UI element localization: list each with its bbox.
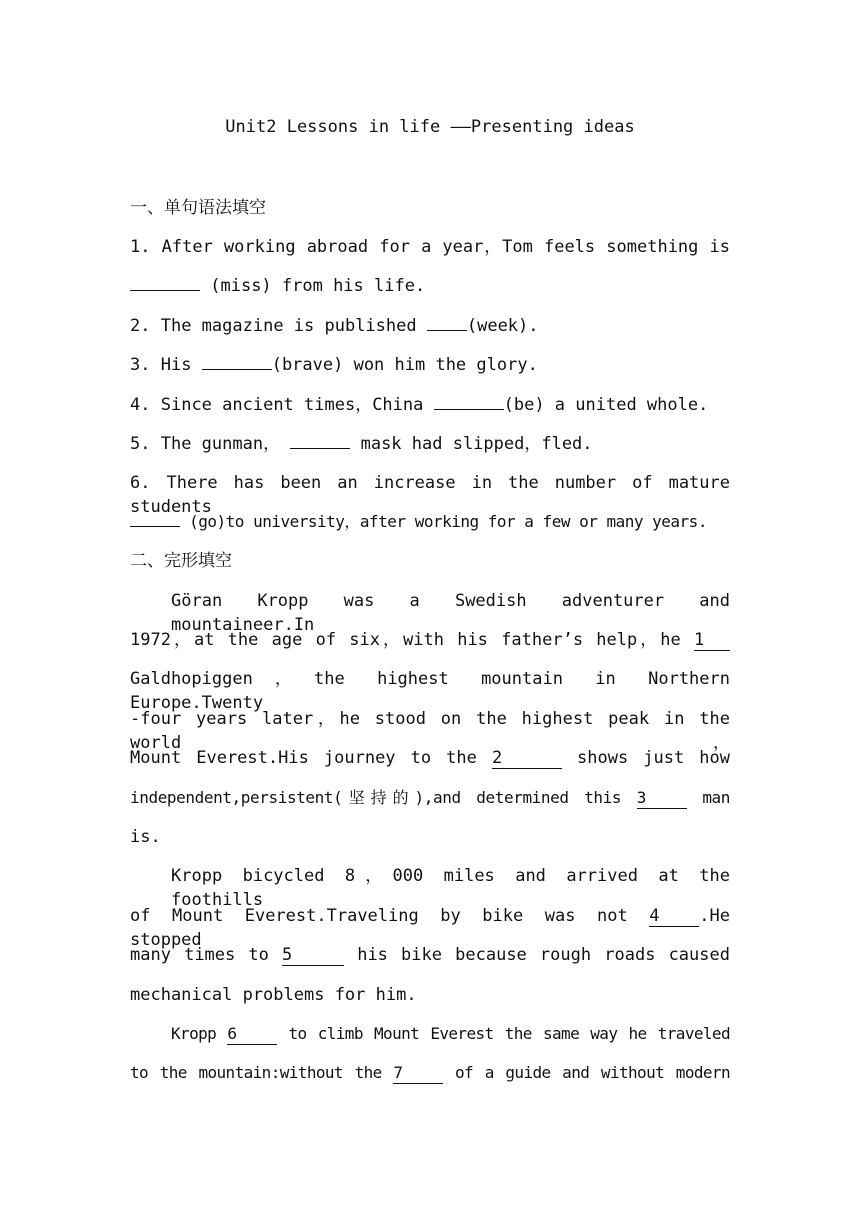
cloze-text: 1972，at the age of six，with his father’s help，he [130, 630, 681, 650]
question-number: 2. [130, 316, 151, 336]
cloze-p1-line7: is. [130, 827, 161, 847]
cloze-text: his bike because rough roads caused [357, 945, 730, 965]
question-number: 1. [130, 237, 151, 257]
question-number: 4. [130, 395, 151, 415]
cloze-text: of Mount Everest.Traveling by bike was not [130, 906, 628, 926]
question-text: After working abroad for a year，Tom feels something is [161, 237, 730, 257]
cloze-text: to the mountain:without the [130, 1063, 382, 1082]
question-text: mask had slipped，fled. [360, 434, 593, 454]
cloze-blank-3[interactable] [637, 788, 687, 809]
question-4 [130, 393, 730, 417]
answer-blank[interactable] [130, 526, 180, 527]
cloze-text: to climb Mount Everest the same way he traveled [288, 1024, 730, 1043]
question-text: The gunman， [160, 434, 281, 454]
cloze-p2-line1: Kropp bicycled 8，000 miles and arrived at the foothills [171, 866, 730, 910]
cloze-p2-line4: mechanical problems for him. [130, 985, 417, 1005]
cloze-text: of a guide and without modern [455, 1063, 730, 1082]
cloze-blank-5[interactable] [282, 945, 344, 966]
cloze-text: shows just how [577, 748, 730, 768]
question-1 [130, 235, 730, 259]
blank-number: 4 [649, 906, 660, 926]
cloze-text: many times to [130, 945, 269, 965]
answer-blank[interactable] [434, 409, 504, 410]
blank-number: 6 [227, 1024, 237, 1043]
question-text: There has been an increase in the number of mature students [130, 473, 730, 517]
answer-blank[interactable] [202, 369, 272, 370]
cloze-text: Kropp [171, 1024, 217, 1043]
cloze-text: independent,persistent(坚持的),and determined this [130, 788, 622, 807]
cloze-blank-6[interactable] [227, 1024, 277, 1045]
question-2 [130, 314, 730, 338]
answer-blank[interactable] [427, 330, 467, 331]
question-text: Since ancient times，China [160, 395, 424, 415]
question-1-cont [130, 274, 730, 298]
cloze-p3-line1 [130, 1022, 730, 1046]
answer-blank[interactable] [290, 448, 350, 449]
cloze-p1-line6 [130, 786, 730, 810]
question-text: (miss) from his life. [210, 276, 426, 296]
question-text: His [160, 355, 192, 375]
question-6-cont [130, 510, 730, 534]
question-text: (be) a united whole. [503, 395, 709, 415]
question-5 [130, 432, 730, 456]
cloze-text: .He stopped [130, 906, 730, 950]
cloze-blank-4[interactable] [649, 906, 699, 927]
cloze-p1-line5 [130, 746, 730, 770]
question-text: (week). [466, 316, 539, 336]
section-heading-cloze: 二、完形填空 [130, 551, 232, 571]
cloze-blank-2[interactable] [492, 748, 562, 769]
section-heading-grammar: 一、单句语法填空 [130, 198, 266, 218]
question-text: (brave) won him the glory. [271, 355, 538, 375]
cloze-blank-7[interactable] [393, 1063, 443, 1084]
question-3 [130, 353, 730, 377]
cloze-p3-line2 [130, 1061, 730, 1085]
blank-number: 5 [282, 945, 293, 965]
cloze-p1-line2 [130, 628, 730, 652]
cloze-p1-line1: Göran Kropp was a Swedish adventurer and mountaineer.In [171, 591, 730, 635]
question-text: (go)to university，after working for a few or many years. [189, 512, 707, 531]
blank-number: 1 [693, 630, 705, 650]
blank-number: 7 [393, 1063, 403, 1082]
cloze-blank-1[interactable] [694, 630, 730, 651]
page-title: Unit2 Lessons in life ——Presenting ideas [225, 117, 635, 137]
cloze-p1-line3: Galdhopiggen，the highest mountain in Northern Europe.Twenty [130, 669, 730, 713]
cloze-p2-line3 [130, 943, 730, 967]
cloze-text: man [702, 788, 731, 807]
cloze-p1-line4: -four years later，he stood on the highest peak in the world， [130, 709, 730, 753]
answer-blank[interactable] [130, 290, 200, 291]
question-number: 6. [130, 473, 151, 493]
cloze-text: Mount Everest.His journey to the [130, 748, 477, 768]
question-number: 3. [130, 355, 151, 375]
question-number: 5. [130, 434, 151, 454]
blank-number: 2 [491, 748, 503, 768]
question-text: The magazine is published [160, 316, 417, 336]
blank-number: 3 [636, 788, 646, 807]
